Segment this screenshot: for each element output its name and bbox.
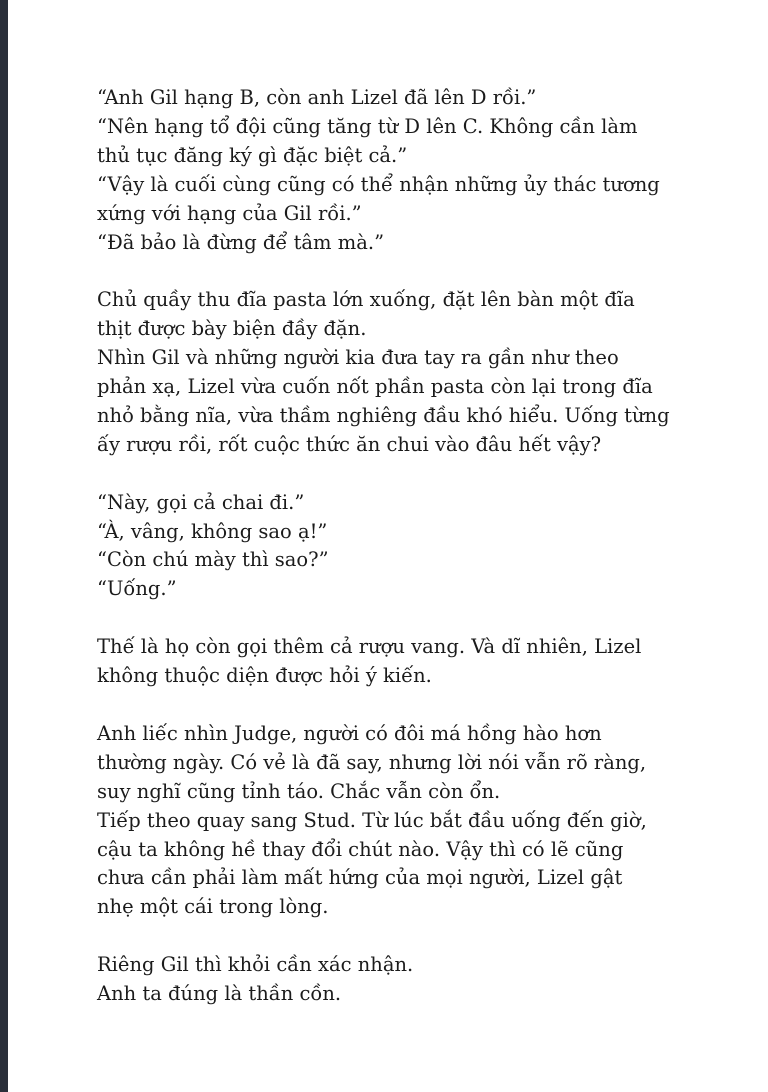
text-line: thịt được bày biện đầy đặn.: [97, 317, 367, 341]
text-line: “Nên hạng tổ đội cũng tăng từ D lên C. Không cần làm: [97, 114, 638, 138]
text-line: “Uống.”: [97, 577, 177, 601]
text-line: “Đã bảo là đừng để tâm mà.”: [97, 230, 385, 254]
paragraph-gap: [97, 604, 707, 633]
text-line: nhỏ bằng nĩa, vừa thầm nghiêng đầu khó hiểu. Uống từng: [97, 403, 670, 427]
text-line: Riêng Gil thì khỏi cần xác nhận.: [97, 953, 414, 977]
text-line: Chủ quầy thu đĩa pasta lớn xuống, đặt lên bàn một đĩa: [97, 288, 635, 312]
text-line: Nhìn Gil và những người kia đưa tay ra gần như theo: [97, 346, 619, 370]
text-line: phản xạ, Lizel vừa cuốn nốt phần pasta còn lại trong đĩa: [97, 375, 653, 399]
text-line: Anh ta đúng là thần cồn.: [97, 982, 342, 1006]
text-line: nhẹ một cái trong lòng.: [97, 895, 329, 919]
text-line: “Vậy là cuối cùng cũng có thể nhận những ủy thác tương: [97, 172, 660, 196]
page-edge: [756, 0, 768, 1092]
paragraph-gil: [97, 951, 707, 1009]
story-text: [97, 84, 707, 1009]
text-line: cậu ta không hề thay đổi chút nào. Vậy thì có lẽ cũng: [97, 837, 624, 861]
text-line: Tiếp theo quay sang Stud. Từ lúc bắt đầu uống đến giờ,: [97, 808, 647, 832]
paragraph-dialogue-bottle: [97, 489, 707, 605]
text-line: ấy rượu rồi, rốt cuộc thức ăn chui vào đâu hết vậy?: [97, 432, 602, 456]
text-line: Anh liếc nhìn Judge, người có đôi má hồng hào hơn: [97, 721, 602, 745]
text-line: Thế là họ còn gọi thêm cả rượu vang. Và dĩ nhiên, Lizel: [97, 635, 642, 659]
document-page: [8, 0, 756, 1092]
text-line: “Còn chú mày thì sao?”: [97, 548, 329, 572]
paragraph-gap: [97, 257, 707, 286]
paragraph-gap: [97, 691, 707, 720]
paragraph-gap: [97, 460, 707, 489]
text-line: suy nghĩ cũng tỉnh táo. Chắc vẫn còn ổn.: [97, 779, 501, 803]
paragraph-pasta: [97, 286, 707, 459]
text-line: chưa cần phải làm mất hứng của mọi người, Lizel gật: [97, 866, 623, 890]
paragraph-wine: [97, 633, 707, 691]
text-line: không thuộc diện được hỏi ý kiến.: [97, 664, 432, 688]
text-line: “Anh Gil hạng B, còn anh Lizel đã lên D rồi.”: [97, 86, 537, 109]
paragraph-judge-stud: [97, 720, 707, 922]
text-line: thường ngày. Có vẻ là đã say, nhưng lời nói vẫn rõ ràng,: [97, 750, 647, 774]
text-line: “À, vâng, không sao ạ!”: [97, 519, 328, 543]
paragraph-dialogue-rank: [97, 84, 707, 257]
text-line: “Này, gọi cả chai đi.”: [97, 490, 305, 514]
text-line: thủ tục đăng ký gì đặc biệt cả.”: [97, 143, 408, 167]
text-line: xứng với hạng của Gil rồi.”: [97, 201, 362, 225]
paragraph-gap: [97, 922, 707, 951]
